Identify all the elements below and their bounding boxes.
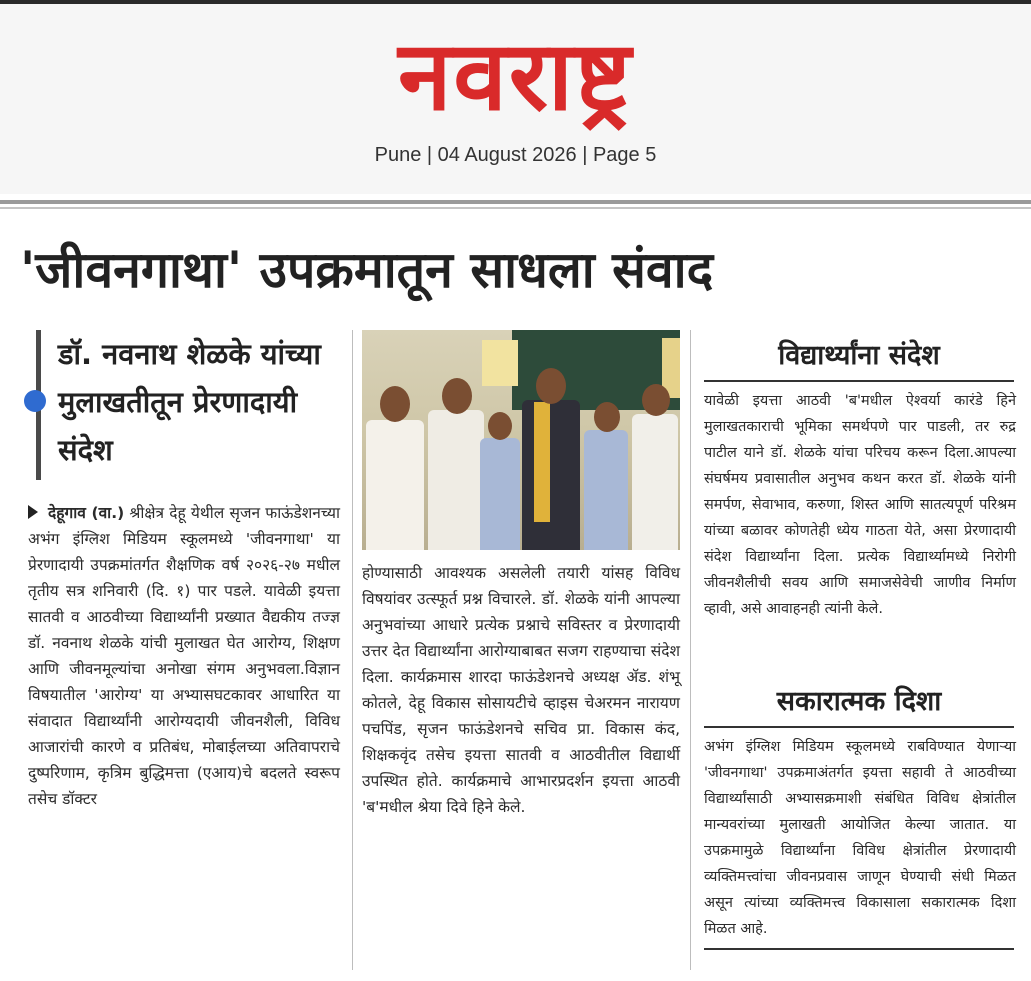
- section-rule: [704, 380, 1014, 382]
- masthead-divider-thin: [0, 207, 1031, 209]
- lead-dateline: देहूगाव (वा.): [48, 504, 125, 522]
- column-1-text: श्रीक्षेत्र देहू येथील सृजन फाऊंडेशनच्या अभंग इंग्लिश मिडियम स्कूलमध्ये 'जीवनगाथा' या प्रेरणादायी उपक्रमांतर्गत शैक्षणिक वर्ष २०२६-२७ मधील तृतीय सत्र शनिवारी (दि. १) पार पडले. यावेळी इयत्ता सातवी व आठवीच्या विद्यार्थ्यांनी प्रख्यात वैद्यकीय तज्ज्ञ डॉ. नवनाथ शेळके यांची मुलाखत घेत आरोग्य, शिक्षण आणि जीवनमूल्यांचा अनोखा संगम अनुभवला.विज्ञान विषयातील 'आरोग्य' या अभ्यासघटकावर आधारित या संवादात विद्यार्थ्यांनी आरोग्यदायी जीवनशैली, विविध आजारांची कारणे व प्रतिबंध, मोबाईलच्या अतिवापराचे दुष्परिणाम, कृत्रिम बुद्धिमत्ता (एआय)चे बदलते स्वरूप तसेच डॉक्टर: [28, 504, 341, 808]
- photo-person-head: [488, 412, 512, 440]
- masthead-divider: [0, 200, 1031, 204]
- section-2-text: अभंग इंग्लिश मिडियम स्कूलमध्ये राबविण्यात येणाऱ्या 'जीवनगाथा' उपक्रमाअंतर्गत इयत्ता सहावी ते आठवीच्या विद्यार्थ्यांसाठी अभ्यासक्रमाशी संबंधित विविध क्षेत्रांतील मान्यवरांच्या मुलाखती आयोजित केल्या जातात. या उपक्रमामुळे विद्यार्थ्यांना विविध क्षेत्रांतील प्रेरणादायी व्यक्तिमत्त्वांचा जीवनप्रवास जाणून घेण्याची संधी मिळत असून त्यांच्या व्यक्तिमत्त्व विकासाला सकारात्मक दिशा मिळत आहे.: [704, 739, 1016, 937]
- photo-person-head: [380, 386, 410, 422]
- column-divider-1: [352, 330, 353, 970]
- photo-person: [522, 400, 580, 550]
- article-end-rule: [704, 948, 1014, 950]
- play-arrow-icon: [28, 505, 38, 519]
- section-1-text: यावेळी इयत्ता आठवी 'ब'मधील ऐश्वर्या कारंडे हिने मुलाखतकाराची भूमिका समर्थपणे पार पाडली, तर रुद्र पाटील याने डॉ. शेळके यांचा परिचय करून दिला.आपल्या संघर्षमय प्रवासातील अनुभव कथन करत डॉ. शेळके यांनी समर्पण, सेवाभाव, करुणा, शिस्त आणि सातत्यपूर्ण परिश्रम यांच्या बळावर कोणतेही ध्येय गाठता येते, असा प्रेरणादायी संदेश विद्यार्थ्यांना दिला. प्रत्येक विद्यार्थ्यामध्ये निरोगी जीवनशैलीची सवय आणि समाजसेवेची जाणीव निर्माण व्हावी, असे आवाहनही त्यांनी केले.: [704, 393, 1016, 617]
- photo-shawl: [534, 402, 550, 522]
- article-headline: 'जीवनगाथा' उपक्रमातून साधला संवाद: [20, 241, 714, 299]
- article-subhead: डॉ. नवनाथ शेळके यांच्या मुलाखतीतून प्रेरणादायी संदेश: [58, 337, 321, 467]
- photo-person-head: [594, 402, 620, 432]
- section-heading: विद्यार्थ्यांना संदेश: [778, 340, 940, 371]
- subhead-bullet-icon: [24, 390, 46, 412]
- event-photo: [362, 330, 680, 550]
- column-divider-2: [690, 330, 691, 970]
- section-rule: [704, 726, 1014, 728]
- photo-person: [480, 438, 520, 550]
- photo-wall-chart: [482, 340, 518, 386]
- article-column-2: होण्यासाठी आवश्यक असलेली तयारी यांसह विविध विषयांवर उत्स्फूर्त प्रश्न विचारले. डॉ. शेळके यांनी आपल्या अनुभवांच्या आधारे प्रत्येक प्रश्नाचे सविस्तर व प्रेरणादायी उत्तर देत विद्यार्थ्यांना आरोग्याबाबत सजग राहण्याचा संदेश दिला. कार्यक्रमास शारदा फाऊंडेशनचे अध्यक्ष ॲड. शंभू कोतले, देहू विकास सोसायटीचे व्हाइस चेअरमन नारायण पचपिंड, सृजन फाऊंडेशनचे सचिव प्रा. विकास कंद, शिक्षकवृंद तसेच इयत्ता सातवी व आठवीतील विद्यार्थी उपस्थित होते. कार्यक्रमाचे आभारप्रदर्शन इयत्ता आठवी 'ब'मधील श्रेया दिवे हिने केले.: [362, 564, 680, 816]
- article-column-1: [28, 500, 340, 812]
- photo-person: [366, 420, 424, 550]
- newspaper-logo: नवराष्ट्र: [398, 20, 633, 132]
- photo-person-head: [442, 378, 472, 414]
- photo-person-head: [642, 384, 670, 416]
- section-heading: सकारात्मक दिशा: [776, 686, 942, 717]
- masthead: [0, 4, 1031, 194]
- edition-dateline: Pune | 04 August 2026 | Page 5: [374, 144, 657, 166]
- photo-person: [428, 410, 484, 550]
- photo-person: [584, 430, 628, 550]
- photo-person-head: [536, 368, 566, 404]
- photo-person: [632, 414, 678, 550]
